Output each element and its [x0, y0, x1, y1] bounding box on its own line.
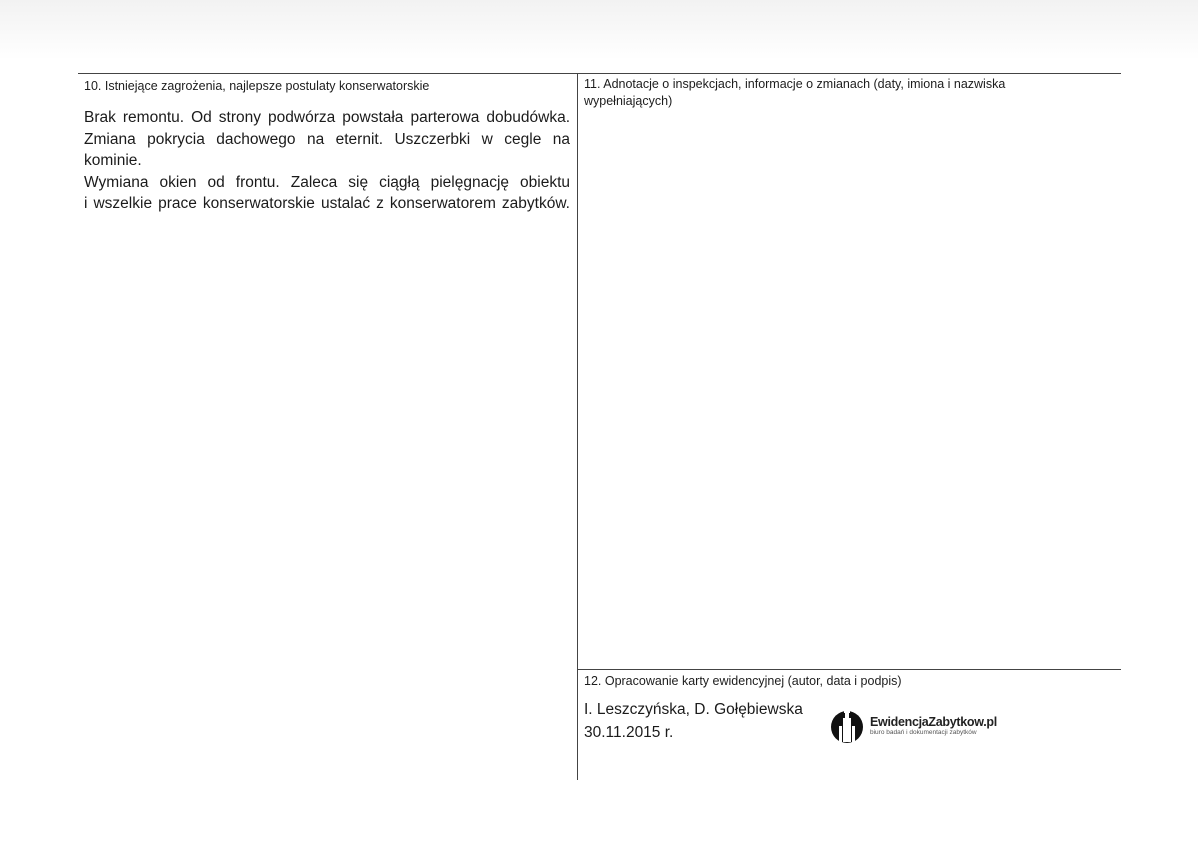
- stamp-name: EwidencjaZabytkow.pl: [870, 715, 997, 729]
- section-10-heading: 10. Istniejące zagrożenia, najlepsze postulaty konserwatorskie: [84, 79, 430, 93]
- column-divider: [577, 73, 578, 780]
- section-11-heading: [584, 76, 1114, 110]
- company-stamp: [830, 708, 997, 744]
- section-12-heading: 12. Opracowanie karty ewidencyjnej (autor, data i podpis): [584, 674, 902, 688]
- section-11-top-rule: [578, 73, 1121, 74]
- section-10-top-rule: [78, 73, 578, 74]
- section-10-line: i wszelkie prace konserwatorskie ustalać z konserwatorem zabytków.: [84, 195, 570, 212]
- section-10-body: [84, 107, 570, 215]
- section-11-heading-line: wypełniających): [584, 94, 673, 108]
- section-11-heading-line: 11. Adnotacje o inspekcjach, informacje o zmianach (daty, imiona i nazwiska: [584, 77, 1006, 91]
- section-10-line: Brak remontu. Od strony podwórza powstała parterowa dobudówka.: [84, 109, 570, 126]
- stamp-text: [870, 715, 997, 737]
- section-10-line: Wymiana okien od frontu. Zaleca się ciągłą pielęgnację obiektu: [84, 173, 570, 191]
- date-line: 30.11.2015 r.: [584, 724, 674, 741]
- stamp-subtitle: biuro badań i dokumentacji zabytków: [870, 729, 977, 736]
- building-logo-icon: [830, 708, 864, 744]
- section-12-top-rule: [578, 669, 1121, 670]
- section-10-line: Zmiana pokrycia dachowego na eternit. Uszczerbki w cegle na kominie.: [84, 130, 570, 169]
- authors-line: I. Leszczyńska, D. Gołębiewska: [584, 701, 803, 718]
- section-12-content: [584, 698, 803, 744]
